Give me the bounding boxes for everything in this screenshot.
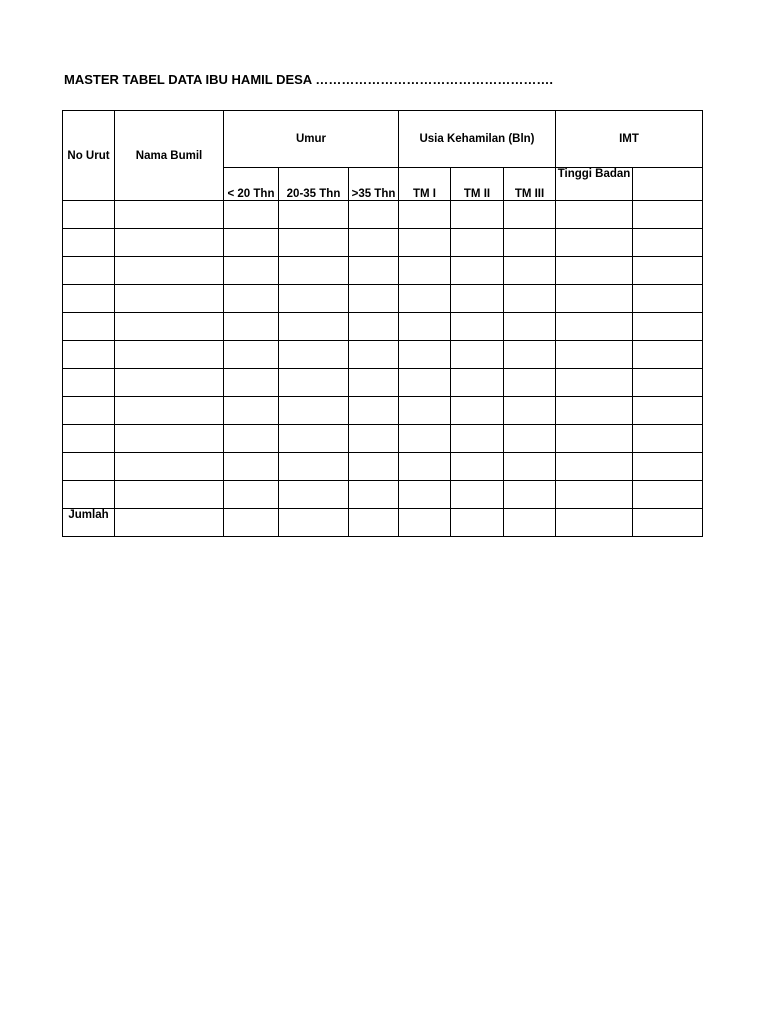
table-cell[interactable]	[224, 509, 279, 537]
table-cell[interactable]	[504, 425, 556, 453]
table-cell[interactable]	[115, 341, 224, 369]
table-cell[interactable]	[279, 285, 349, 313]
subheader-tm2: TM II	[451, 168, 504, 201]
table-cell[interactable]	[556, 201, 633, 229]
table-cell[interactable]	[63, 313, 115, 341]
table-cell[interactable]	[399, 341, 451, 369]
table-cell[interactable]	[349, 229, 399, 257]
table-row	[63, 369, 703, 397]
table-row	[63, 229, 703, 257]
table-cell[interactable]	[279, 453, 349, 481]
table-row	[63, 285, 703, 313]
table-row	[63, 425, 703, 453]
table-cell[interactable]	[115, 509, 224, 537]
table-cell[interactable]	[63, 453, 115, 481]
table-cell[interactable]	[633, 369, 703, 397]
table-cell[interactable]	[224, 313, 279, 341]
table-cell[interactable]	[399, 257, 451, 285]
table-cell[interactable]	[63, 285, 115, 313]
table-cell[interactable]	[633, 201, 703, 229]
subheader-tm3: TM III	[504, 168, 556, 201]
table-cell[interactable]	[349, 481, 399, 509]
table-cell[interactable]	[115, 397, 224, 425]
table-cell[interactable]	[349, 341, 399, 369]
table-cell[interactable]	[504, 313, 556, 341]
table-cell[interactable]	[504, 453, 556, 481]
subheader-umur-gt35: >35 Thn	[349, 168, 399, 201]
table-cell[interactable]	[451, 257, 504, 285]
subheader-next	[633, 168, 703, 201]
table-cell[interactable]	[63, 481, 115, 509]
table-cell[interactable]	[633, 257, 703, 285]
table-cell[interactable]	[279, 397, 349, 425]
subheader-umur-lt20: < 20 Thn	[224, 168, 279, 201]
table-cell[interactable]	[224, 229, 279, 257]
table-cell[interactable]	[451, 229, 504, 257]
table-cell[interactable]	[399, 285, 451, 313]
table-cell[interactable]	[115, 313, 224, 341]
table-cell[interactable]	[451, 509, 504, 537]
table-cell[interactable]	[556, 369, 633, 397]
table-cell[interactable]	[115, 229, 224, 257]
table-cell[interactable]	[224, 425, 279, 453]
table-cell[interactable]	[115, 481, 224, 509]
table-cell[interactable]	[451, 369, 504, 397]
table-cell[interactable]	[504, 369, 556, 397]
table-cell[interactable]	[349, 201, 399, 229]
subheader-tm1: TM I	[399, 168, 451, 201]
table-cell[interactable]	[349, 509, 399, 537]
table-cell[interactable]	[349, 369, 399, 397]
table-cell[interactable]	[279, 341, 349, 369]
table-cell[interactable]	[556, 285, 633, 313]
table-cell[interactable]	[349, 257, 399, 285]
spreadsheet-area	[62, 110, 639, 537]
table-cell[interactable]	[115, 257, 224, 285]
table-cell[interactable]	[633, 229, 703, 257]
total-label: Jumlah	[63, 509, 115, 537]
table-cell[interactable]	[349, 313, 399, 341]
table-cell[interactable]	[504, 201, 556, 229]
table-cell[interactable]	[279, 369, 349, 397]
table-cell[interactable]	[224, 257, 279, 285]
table-cell[interactable]	[63, 425, 115, 453]
table-cell[interactable]	[399, 369, 451, 397]
table-body	[63, 201, 703, 537]
table-row	[63, 397, 703, 425]
table-row	[63, 313, 703, 341]
table-cell[interactable]	[633, 397, 703, 425]
table-cell[interactable]	[556, 397, 633, 425]
total-row	[63, 509, 703, 537]
table-row	[63, 201, 703, 229]
table-cell[interactable]	[504, 397, 556, 425]
subheader-tinggi-badan: Tinggi Badan	[556, 168, 633, 201]
header-imt: IMT	[556, 111, 703, 168]
table-cell[interactable]	[556, 481, 633, 509]
table-cell[interactable]	[349, 425, 399, 453]
table-cell[interactable]	[279, 425, 349, 453]
table-cell[interactable]	[279, 481, 349, 509]
table-cell[interactable]	[399, 313, 451, 341]
table-cell[interactable]	[224, 285, 279, 313]
table-cell[interactable]	[556, 257, 633, 285]
table-cell[interactable]	[279, 509, 349, 537]
table-cell[interactable]	[224, 201, 279, 229]
table-cell[interactable]	[349, 397, 399, 425]
table-cell[interactable]	[224, 341, 279, 369]
table-cell[interactable]	[115, 201, 224, 229]
table-row	[63, 341, 703, 369]
table-cell[interactable]	[504, 285, 556, 313]
header-no-urut: No Urut	[63, 111, 115, 201]
table-cell[interactable]	[115, 425, 224, 453]
table-cell[interactable]	[556, 509, 633, 537]
table-row	[63, 257, 703, 285]
table-cell[interactable]	[63, 201, 115, 229]
table-cell[interactable]	[633, 285, 703, 313]
table-cell[interactable]	[399, 201, 451, 229]
table-cell[interactable]	[63, 257, 115, 285]
table-cell[interactable]	[115, 369, 224, 397]
table-cell[interactable]	[504, 257, 556, 285]
table-cell[interactable]	[279, 201, 349, 229]
header-nama-bumil: Nama Bumil	[115, 111, 224, 201]
table-row	[63, 481, 703, 509]
table-cell[interactable]	[556, 229, 633, 257]
table-cell[interactable]	[279, 313, 349, 341]
table-cell[interactable]	[399, 397, 451, 425]
data-table	[62, 110, 703, 537]
table-cell[interactable]	[504, 341, 556, 369]
table-cell[interactable]	[633, 481, 703, 509]
header-row-main	[63, 111, 703, 168]
table-cell[interactable]	[63, 369, 115, 397]
table-cell[interactable]	[399, 453, 451, 481]
table-cell[interactable]	[63, 397, 115, 425]
table-cell[interactable]	[451, 341, 504, 369]
header-usia-kehamilan: Usia Kehamilan (Bln)	[399, 111, 556, 168]
table-cell[interactable]	[63, 229, 115, 257]
table-cell[interactable]	[451, 481, 504, 509]
document-title: MASTER TABEL DATA IBU HAMIL DESA ……………………………………………….	[64, 72, 553, 87]
table-cell[interactable]	[556, 425, 633, 453]
table-cell[interactable]	[349, 285, 399, 313]
table-cell[interactable]	[633, 341, 703, 369]
table-cell[interactable]	[115, 285, 224, 313]
table-cell[interactable]	[451, 313, 504, 341]
table-cell[interactable]	[399, 425, 451, 453]
table-cell[interactable]	[633, 425, 703, 453]
table-cell[interactable]	[399, 481, 451, 509]
table-cell[interactable]	[224, 369, 279, 397]
table-cell[interactable]	[504, 481, 556, 509]
table-row	[63, 453, 703, 481]
table-cell[interactable]	[399, 229, 451, 257]
table-cell[interactable]	[224, 481, 279, 509]
table-cell[interactable]	[451, 425, 504, 453]
table-cell[interactable]	[279, 257, 349, 285]
table-cell[interactable]	[451, 453, 504, 481]
table-cell[interactable]	[224, 397, 279, 425]
table-cell[interactable]	[633, 509, 703, 537]
table-cell[interactable]	[224, 453, 279, 481]
table-cell[interactable]	[504, 509, 556, 537]
table-cell[interactable]	[504, 229, 556, 257]
table-cell[interactable]	[451, 397, 504, 425]
table-cell[interactable]	[451, 285, 504, 313]
table-cell[interactable]	[115, 453, 224, 481]
table-cell[interactable]	[399, 509, 451, 537]
table-cell[interactable]	[633, 313, 703, 341]
table-cell[interactable]	[633, 453, 703, 481]
header-umur: Umur	[224, 111, 399, 168]
table-cell[interactable]	[279, 229, 349, 257]
table-cell[interactable]	[451, 201, 504, 229]
subheader-umur-20-35: 20-35 Thn	[279, 168, 349, 201]
table-cell[interactable]	[349, 453, 399, 481]
table-cell[interactable]	[556, 453, 633, 481]
table-cell[interactable]	[556, 313, 633, 341]
table-cell[interactable]	[63, 341, 115, 369]
table-cell[interactable]	[556, 341, 633, 369]
